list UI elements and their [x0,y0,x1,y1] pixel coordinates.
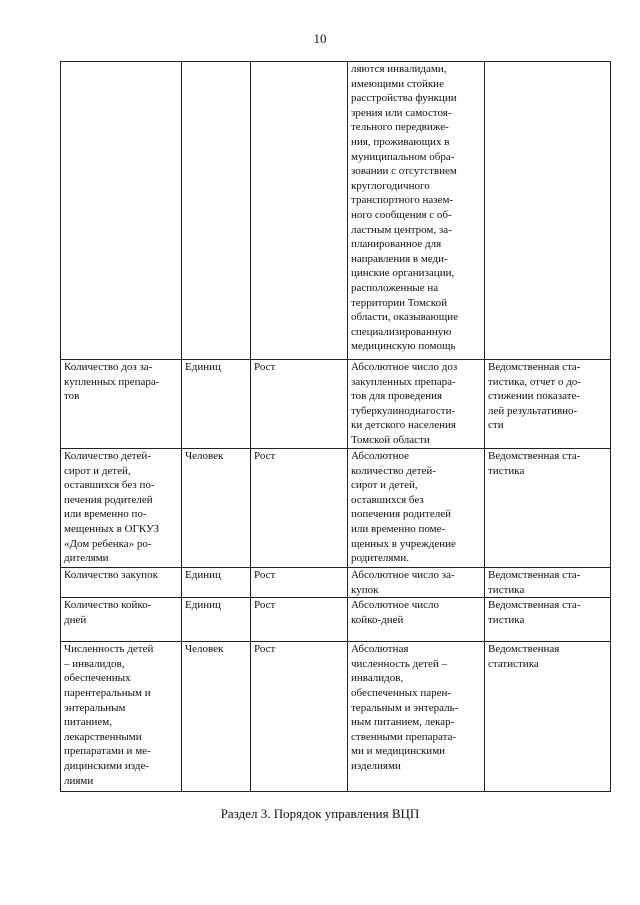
table-row [61,598,611,642]
cell-indicator: Количество детей- сирот и детей, оставшихся без по- печения родителей или временно по- мещенных в ОГКУЗ «Дом ребенка» ро- дителями [61,449,182,568]
cell-trend [251,62,348,360]
cell-source: Ведомственная ста- тистика [485,598,611,642]
cell-method: Абсолютное количество детей- сирот и детей, оставшихся без попечения родителей или временно поме- щенных в учреждение родителями. [348,449,485,568]
cell-indicator: Количество закупок [61,568,182,598]
cell-unit: Человек [182,449,251,568]
cell-indicator: Численность детей – инвалидов, обеспеченных парентеральным и энтеральным питанием, лекарственными препаратами и ме- дицинскими изде- лиями [61,642,182,792]
cell-method: ляются инвалидами, имеющими стойкие расстройства функции зрения или самостоя- тельного передвиже- ния, проживающих в муниципальном обра- зовании с отсутствием круглогодичного транспортного назем- ного сообщения с об- ластным центром, за- планированное для направления в меди- цинские организации, расположенные на территории Томской области, оказывающие специализированную медицинскую помощь [348,62,485,360]
cell-source [485,62,611,360]
cell-method: Абсолютное число доз закупленных препара- тов для проведения туберкулинодиагости- ки детского населения Томской области [348,360,485,449]
table-row [61,642,611,792]
cell-unit [182,62,251,360]
cell-trend: Рост [251,598,348,642]
cell-source: Ведомственная ста- тистика [485,568,611,598]
cell-trend: Рост [251,568,348,598]
indicators-table [60,61,611,792]
cell-source: Ведомственная ста- тистика, отчет о до- стижении показате- лей результативно- сти [485,360,611,449]
cell-method: Абсолютное число за- купок [348,568,485,598]
cell-unit: Единиц [182,598,251,642]
cell-trend: Рост [251,449,348,568]
cell-source: Ведомственная статистика [485,642,611,792]
page-number: 10 [313,31,327,46]
cell-unit: Человек [182,642,251,792]
table-row [61,449,611,568]
cell-indicator [61,62,182,360]
table-row [61,62,611,360]
section-title: Раздел 3. Порядок управления ВЦП [220,806,420,821]
table-row [61,360,611,449]
cell-source: Ведомственная ста- тистика [485,449,611,568]
cell-method: Абсолютная численность детей – инвалидов, обеспеченных парен- теральным и энтераль- ным питанием, лекар- ственными препарата- ми и медицинскими изделиями [348,642,485,792]
cell-unit: Единиц [182,568,251,598]
table-row [61,568,611,598]
cell-trend: Рост [251,642,348,792]
cell-trend: Рост [251,360,348,449]
cell-indicator: Количество койко- дней [61,598,182,642]
cell-indicator: Количество доз за- купленных препара- тов [61,360,182,449]
cell-method: Абсолютное число койко-дней [348,598,485,642]
cell-unit: Единиц [182,360,251,449]
